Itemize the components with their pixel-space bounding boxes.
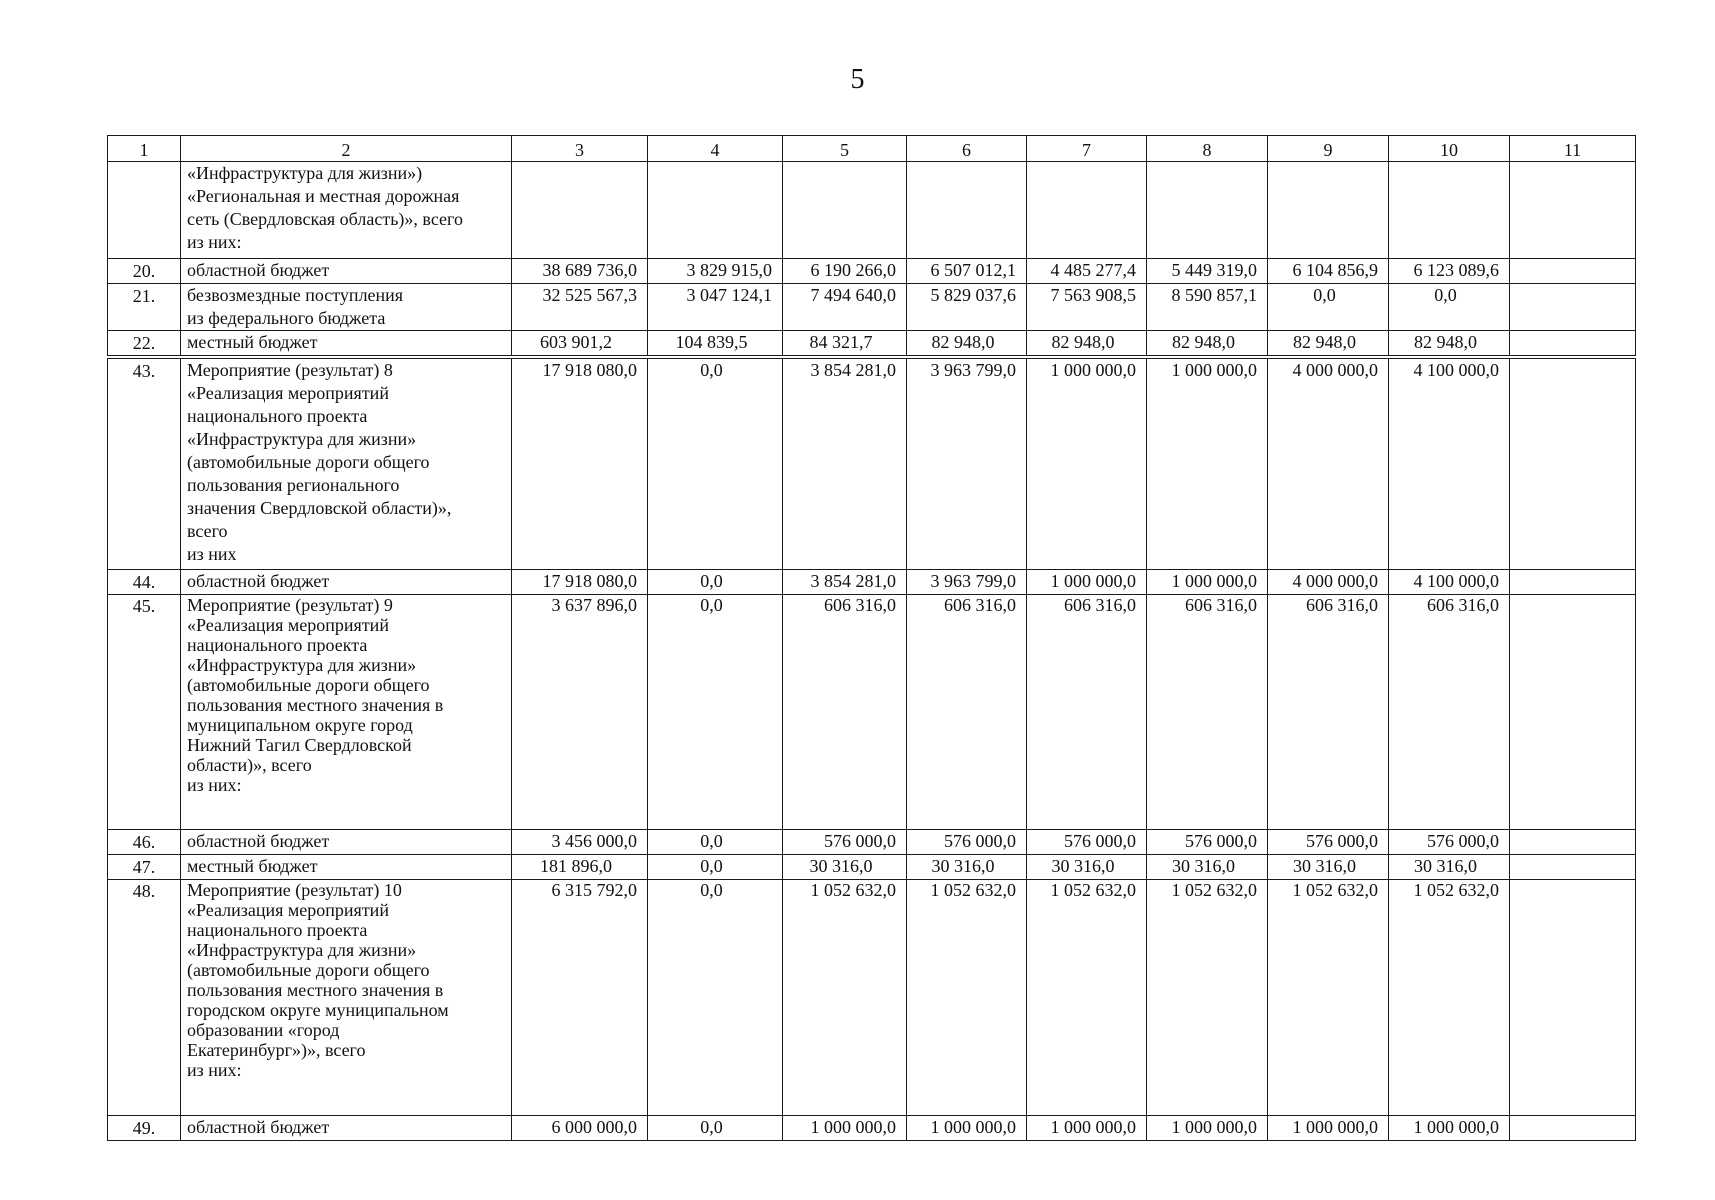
value-cell: 30 316,0 [1268, 854, 1389, 879]
value-cell: 82 948,0 [1027, 331, 1147, 358]
value-cell: 606 316,0 [907, 594, 1027, 829]
table-row [108, 879, 1636, 1115]
value-cell: 84 321,7 [783, 331, 907, 358]
value-cell [1027, 162, 1147, 259]
value-cell [512, 162, 648, 259]
value-cell: 1 052 632,0 [783, 879, 907, 1115]
value-cell: 0,0 [648, 879, 783, 1115]
value-cell [907, 162, 1027, 259]
value-cell: 82 948,0 [907, 331, 1027, 358]
value-cell: 6 190 266,0 [783, 259, 907, 284]
value-cell: 3 047 124,1 [648, 284, 783, 331]
row-number: 20. [108, 259, 181, 284]
table-row [108, 162, 1636, 259]
value-cell: 30 316,0 [907, 854, 1027, 879]
row-name: безвозмездные поступления из федерального бюджета [181, 284, 512, 331]
row-number: 48. [108, 879, 181, 1115]
value-cell: 1 052 632,0 [1268, 879, 1389, 1115]
table-row [108, 829, 1636, 854]
value-cell: 1 000 000,0 [1268, 1115, 1389, 1140]
value-cell: 1 000 000,0 [1027, 569, 1147, 594]
value-cell [1510, 259, 1636, 284]
value-cell: 576 000,0 [1147, 829, 1268, 854]
header-cell: 1 [108, 136, 181, 162]
value-cell: 1 000 000,0 [783, 1115, 907, 1140]
value-cell: 0,0 [648, 357, 783, 569]
row-number: 45. [108, 594, 181, 829]
value-cell: 0,0 [648, 829, 783, 854]
value-cell: 1 000 000,0 [1147, 569, 1268, 594]
value-cell: 6 123 089,6 [1389, 259, 1510, 284]
value-cell: 3 854 281,0 [783, 569, 907, 594]
value-cell: 104 839,5 [648, 331, 783, 358]
row-name: местный бюджет [181, 854, 512, 879]
value-cell: 1 052 632,0 [1027, 879, 1147, 1115]
row-number: 46. [108, 829, 181, 854]
value-cell: 82 948,0 [1268, 331, 1389, 358]
row-name: местный бюджет [181, 331, 512, 358]
value-cell: 38 689 736,0 [512, 259, 648, 284]
table-row [108, 259, 1636, 284]
value-cell: 1 000 000,0 [1147, 357, 1268, 569]
header-cell: 5 [783, 136, 907, 162]
value-cell: 8 590 857,1 [1147, 284, 1268, 331]
header-cell: 4 [648, 136, 783, 162]
row-number: 44. [108, 569, 181, 594]
row-number: 43. [108, 357, 181, 569]
value-cell: 606 316,0 [1147, 594, 1268, 829]
table-row [108, 1115, 1636, 1140]
table-row [108, 594, 1636, 829]
header-cell: 2 [181, 136, 512, 162]
value-cell: 0,0 [648, 1115, 783, 1140]
table-row [108, 854, 1636, 879]
value-cell: 4 000 000,0 [1268, 357, 1389, 569]
row-name: областной бюджет [181, 569, 512, 594]
header-cell: 10 [1389, 136, 1510, 162]
value-cell: 30 316,0 [1147, 854, 1268, 879]
value-cell: 0,0 [1389, 284, 1510, 331]
row-number: 49. [108, 1115, 181, 1140]
row-name: областной бюджет [181, 1115, 512, 1140]
row-name: областной бюджет [181, 829, 512, 854]
row-name: «Инфраструктура для жизни») «Региональная и местная дорожная сеть (Свердловская область)», всего из них: [181, 162, 512, 259]
value-cell: 6 104 856,9 [1268, 259, 1389, 284]
value-cell: 576 000,0 [1027, 829, 1147, 854]
value-cell: 576 000,0 [1268, 829, 1389, 854]
value-cell: 1 052 632,0 [1389, 879, 1510, 1115]
row-number: 22. [108, 331, 181, 358]
value-cell: 606 316,0 [1027, 594, 1147, 829]
value-cell [1268, 162, 1389, 259]
value-cell: 32 525 567,3 [512, 284, 648, 331]
value-cell: 3 637 896,0 [512, 594, 648, 829]
value-cell: 17 918 080,0 [512, 569, 648, 594]
value-cell [1510, 162, 1636, 259]
value-cell [1510, 357, 1636, 569]
value-cell: 606 316,0 [1268, 594, 1389, 829]
value-cell: 1 000 000,0 [1147, 1115, 1268, 1140]
value-cell [1389, 162, 1510, 259]
value-cell: 4 100 000,0 [1389, 569, 1510, 594]
row-number: 21. [108, 284, 181, 331]
value-cell [1510, 1115, 1636, 1140]
header-cell: 6 [907, 136, 1027, 162]
value-cell: 5 829 037,6 [907, 284, 1027, 331]
value-cell: 4 100 000,0 [1389, 357, 1510, 569]
value-cell: 3 854 281,0 [783, 357, 907, 569]
value-cell: 0,0 [648, 594, 783, 829]
value-cell: 6 315 792,0 [512, 879, 648, 1115]
value-cell: 0,0 [1268, 284, 1389, 331]
value-cell: 17 918 080,0 [512, 357, 648, 569]
header-cell: 11 [1510, 136, 1636, 162]
header-cell: 8 [1147, 136, 1268, 162]
table-row [108, 357, 1636, 569]
value-cell: 1 000 000,0 [1027, 357, 1147, 569]
value-cell: 3 963 799,0 [907, 357, 1027, 569]
value-cell: 82 948,0 [1389, 331, 1510, 358]
value-cell [1510, 879, 1636, 1115]
value-cell: 606 316,0 [783, 594, 907, 829]
value-cell: 30 316,0 [1027, 854, 1147, 879]
header-cell: 7 [1027, 136, 1147, 162]
value-cell [1510, 284, 1636, 331]
value-cell [1510, 854, 1636, 879]
row-number [108, 162, 181, 259]
value-cell: 0,0 [648, 569, 783, 594]
value-cell: 1 000 000,0 [907, 1115, 1027, 1140]
budget-table [107, 135, 1636, 1141]
value-cell: 4 485 277,4 [1027, 259, 1147, 284]
value-cell: 606 316,0 [1389, 594, 1510, 829]
value-cell: 1 052 632,0 [1147, 879, 1268, 1115]
table-row [108, 284, 1636, 331]
value-cell [1510, 569, 1636, 594]
value-cell: 6 000 000,0 [512, 1115, 648, 1140]
value-cell: 82 948,0 [1147, 331, 1268, 358]
value-cell: 4 000 000,0 [1268, 569, 1389, 594]
value-cell: 3 456 000,0 [512, 829, 648, 854]
row-name: Мероприятие (результат) 9 «Реализация мероприятий национального проекта «Инфраструктура для жизни» (автомобильные дороги общего пользования местного значения в муниципальном округе город Нижний Тагил Свердловской области)», всего из них: [181, 594, 512, 829]
value-cell: 181 896,0 [512, 854, 648, 879]
row-name: Мероприятие (результат) 8 «Реализация мероприятий национального проекта «Инфраструктура для жизни» (автомобильные дороги общего пользования регионального значения Свердловской области)», всего из них [181, 357, 512, 569]
value-cell: 3 829 915,0 [648, 259, 783, 284]
page-number: 5 [850, 64, 865, 95]
value-cell: 7 494 640,0 [783, 284, 907, 331]
value-cell: 1 000 000,0 [1027, 1115, 1147, 1140]
row-number: 47. [108, 854, 181, 879]
value-cell: 6 507 012,1 [907, 259, 1027, 284]
table-row [108, 569, 1636, 594]
row-name: областной бюджет [181, 259, 512, 284]
value-cell [1510, 331, 1636, 358]
value-cell: 1 000 000,0 [1389, 1115, 1510, 1140]
value-cell [1510, 594, 1636, 829]
value-cell: 0,0 [648, 854, 783, 879]
value-cell [783, 162, 907, 259]
value-cell [648, 162, 783, 259]
value-cell: 603 901,2 [512, 331, 648, 358]
header-row [108, 136, 1636, 162]
row-name: Мероприятие (результат) 10 «Реализация мероприятий национального проекта «Инфраструктура для жизни» (автомобильные дороги общего пользования местного значения в городском округе муниципальном образовании «город Екатеринбург»)», всего из них: [181, 879, 512, 1115]
value-cell: 30 316,0 [1389, 854, 1510, 879]
value-cell: 576 000,0 [907, 829, 1027, 854]
value-cell: 576 000,0 [1389, 829, 1510, 854]
value-cell: 576 000,0 [783, 829, 907, 854]
value-cell [1147, 162, 1268, 259]
table-row [108, 331, 1636, 358]
value-cell: 3 963 799,0 [907, 569, 1027, 594]
header-cell: 9 [1268, 136, 1389, 162]
header-cell: 3 [512, 136, 648, 162]
value-cell: 1 052 632,0 [907, 879, 1027, 1115]
value-cell: 30 316,0 [783, 854, 907, 879]
value-cell [1510, 829, 1636, 854]
value-cell: 7 563 908,5 [1027, 284, 1147, 331]
value-cell: 5 449 319,0 [1147, 259, 1268, 284]
